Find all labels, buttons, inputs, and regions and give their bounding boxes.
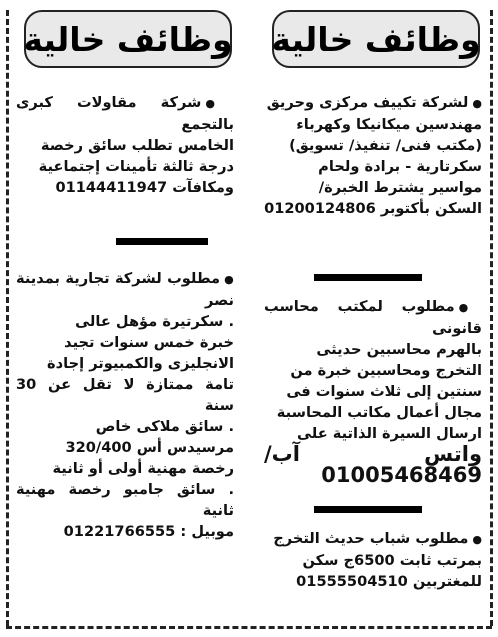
left-ad-1 [16,92,234,198]
right-ad-3-line-3: للمغتربين 01555504510 [296,573,482,590]
right-ad-2-line-1: ● مطلوب لمكتب محاسب قانونى [264,296,482,339]
right-ad-1-line-4: سكرتارية - برادة ولحام [318,158,482,175]
right-ad-1 [264,92,482,219]
left-ad-2-line-10: موبيل : 01221766555 [63,523,234,540]
right-ad-2-line-5: مجال أعمال مكاتب المحاسبة [276,404,482,421]
right-ad-1-line-2: مهندسين ميكانيكا وكهرباء [296,116,482,133]
right-ad-2-line-4: سنتين إلى ثلاث سنوات فى [286,383,482,400]
right-ad-2-line-6: ارسال السيرة الذاتية على [296,425,482,442]
right-ad-2-line-7: واتس آب/ 01005468469 [264,442,482,487]
right-column [254,0,492,628]
left-ad-2-line-7: مرسيدس أس 320/400 [65,439,234,456]
right-ad-1-line-5: مواسير يشترط الخبرة/ [318,179,482,196]
right-ad-3-line-1: ● مطلوب شباب حديث التخرج [264,528,482,550]
left-ad-2-line-6: . سائق ملاكى خاص [95,418,234,435]
left-separator-rule [116,238,208,245]
left-ad-2-line-4: الانجليزى والكمبيوتر إجادة [47,355,234,372]
right-ad-1-line-1: ● لشركة تكييف مركزى وحريق [264,92,482,114]
bottom-divider [6,626,492,632]
left-ad-1-line-3: درجة ثالثة تأمينات إجتماعية [38,158,234,175]
left-ad-2-line-2: . سكرتيرة مؤهل عالى [75,313,234,330]
right-separator-rule-1 [314,274,422,281]
left-ad-1-line-1: ● شركة مقاولات كبرى بالتجمع [16,92,234,135]
right-ad-3 [264,528,482,592]
right-ad-2-line-2: بالهرم محاسبين حديثى [316,341,482,358]
left-ad-2-line-5: تامة ممتازة لا تقل عن 30 سنة [16,376,234,414]
right-header-title: وظائف خالية [271,19,481,59]
right-column-divider [490,10,493,626]
left-ad-2-line-8: رخصة مهنية أولى أو ثانية [52,460,234,477]
left-header-title: وظائف خالية [23,19,233,59]
left-ad-2-line-1: ● مطلوب لشركة تجارية بمدينة نصر [16,268,234,311]
right-separator-rule-2 [314,506,422,513]
left-ad-1-line-2: الخامس تطلب سائق رخصة [40,137,234,154]
right-header-banner [272,10,480,68]
left-header-banner [24,10,232,68]
right-ad-1-line-3: (مكتب فنى/ تنفيذ/ تسويق) [289,137,482,154]
left-column-divider [6,10,9,626]
left-ad-1-line-4: ومكافآت 01144411947 [55,179,234,196]
left-ad-2-line-9: . سائق جامبو رخصة مهنية ثانية [16,481,234,519]
right-ad-1-line-6: السكن بأكتوبر 01200124806 [264,200,482,217]
left-ad-2 [16,268,234,542]
right-ad-2-line-3: التخرج ومحاسبين خبرة من [290,362,482,379]
right-ad-2 [264,296,482,486]
left-column [6,0,244,628]
left-ad-2-line-3: خبرة خمس سنوات تجيد [64,334,234,351]
right-ad-3-line-2: بمرتب ثابت 6500ج سكن [302,552,482,569]
